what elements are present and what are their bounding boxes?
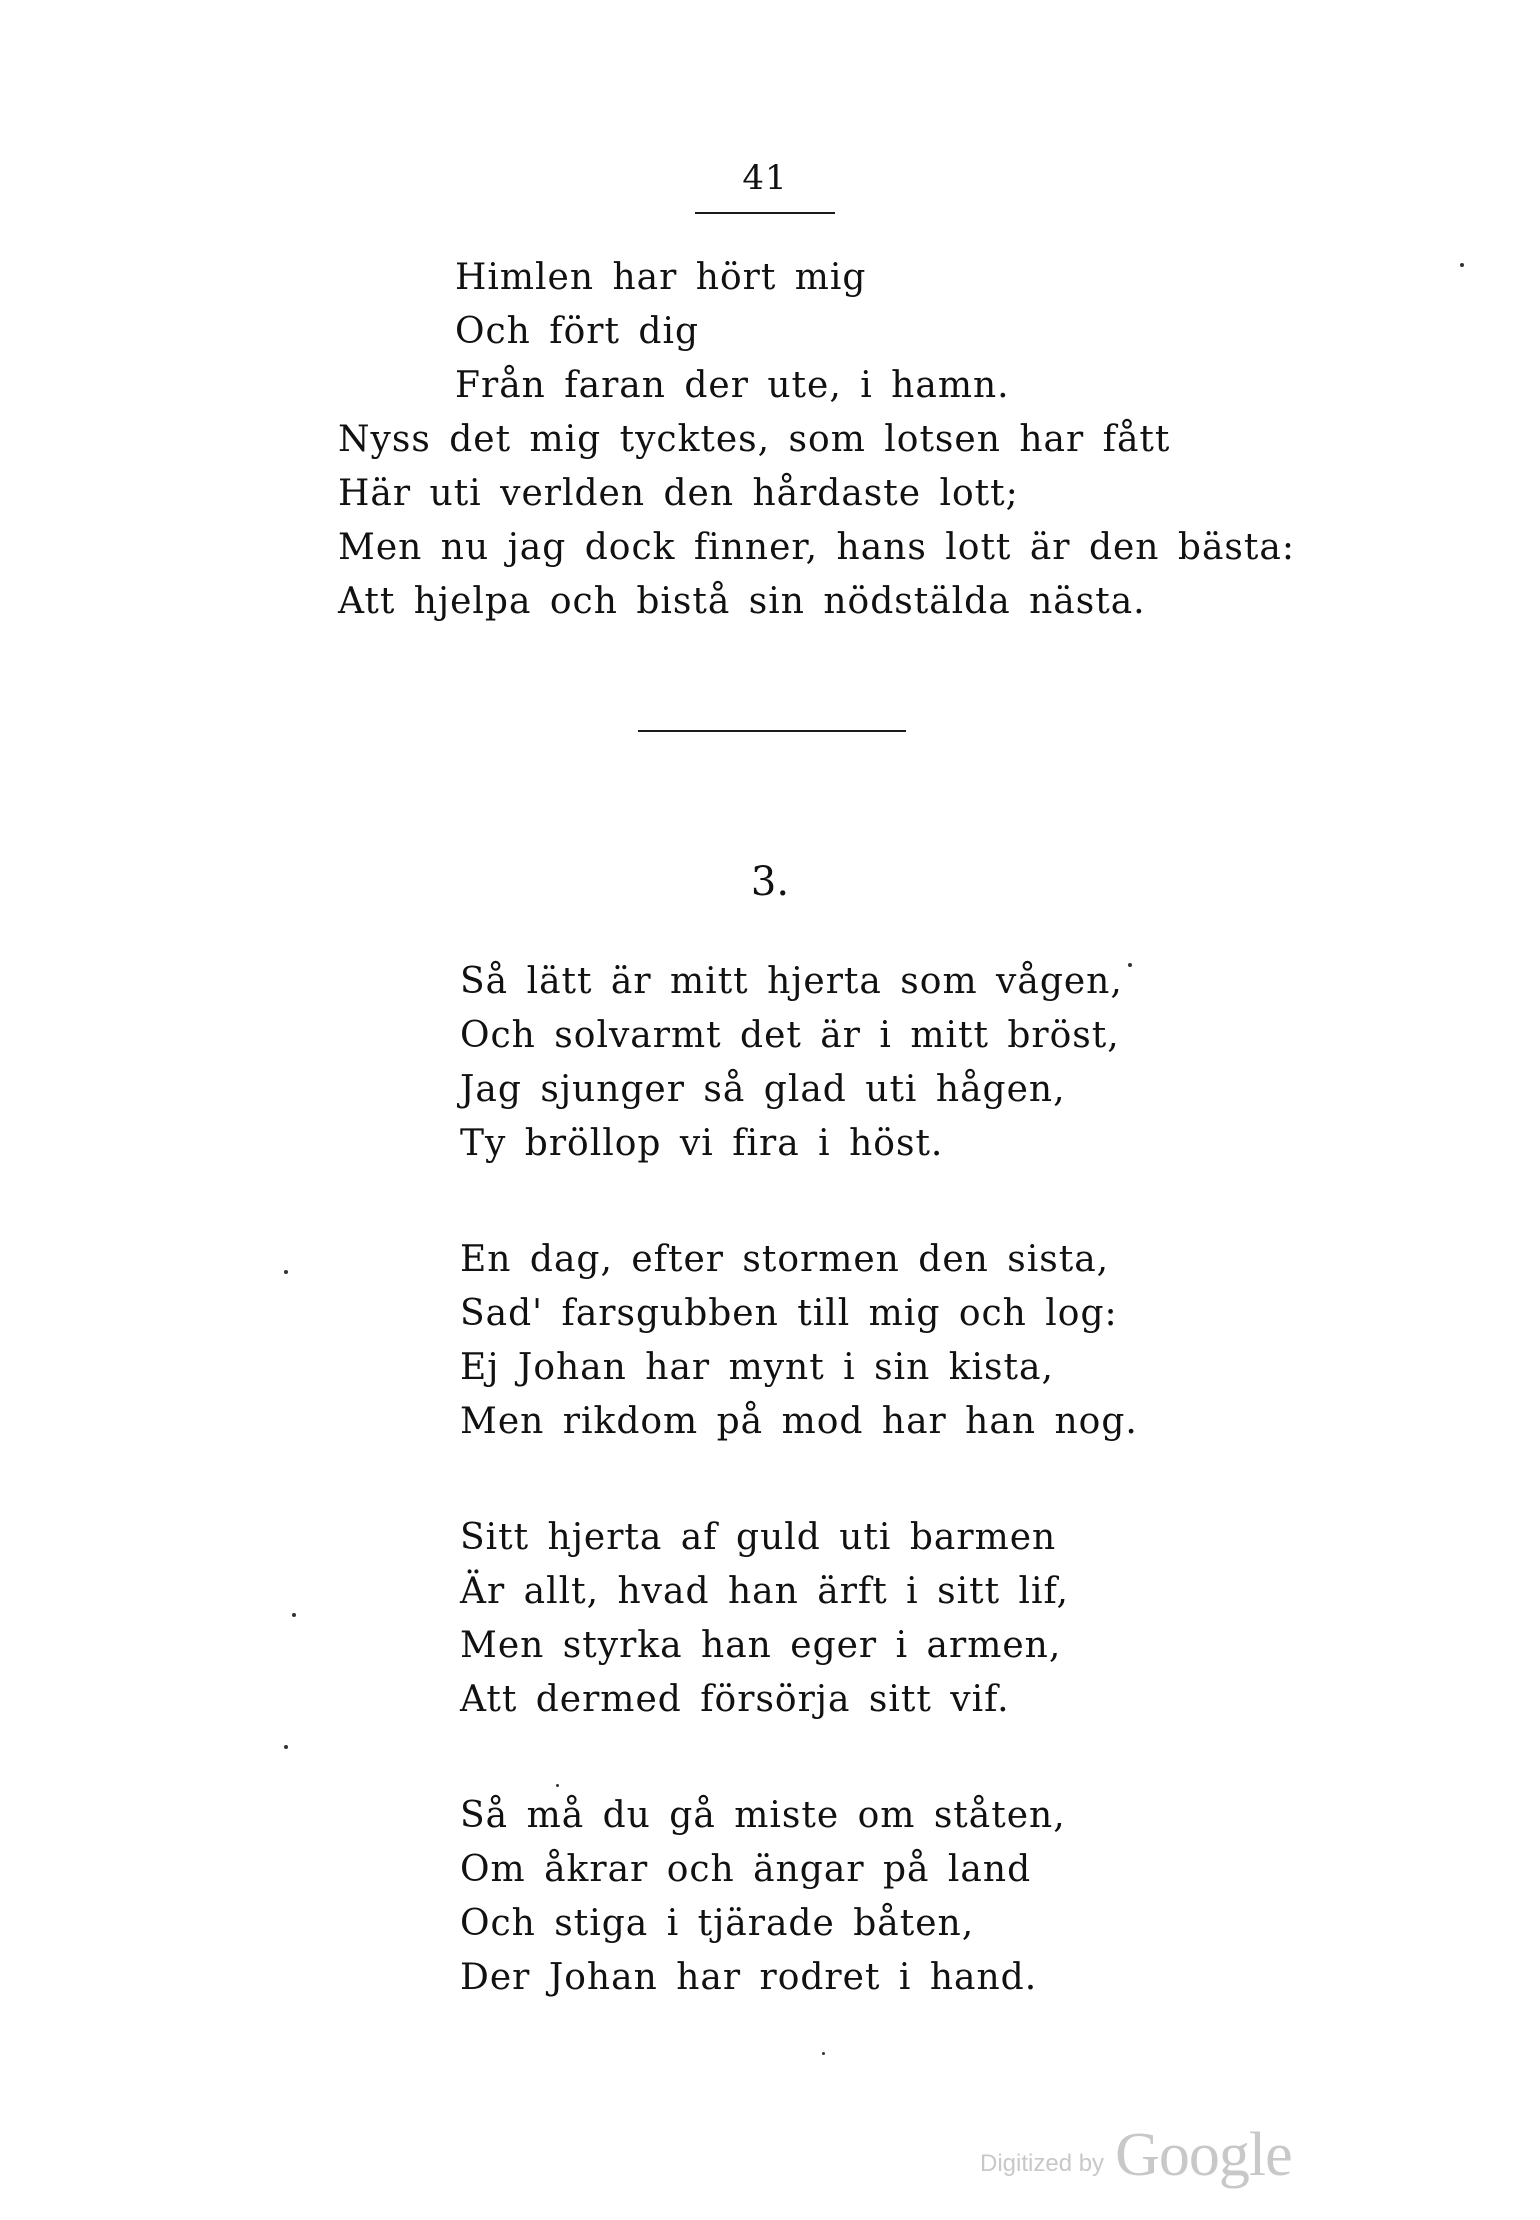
poem-line: En dag, efter stormen den sista, [460,1239,1110,1280]
scan-speck [556,1784,559,1787]
section-number: 3. [750,859,790,905]
poem-line: Att dermed försörja sitt vif. [460,1679,1010,1720]
poem-line: Att hjelpa och bistå sin nödstälda nästa. [338,581,1146,622]
google-logo: Google [1115,2121,1292,2189]
scan-speck [822,2052,825,2055]
poem-line: Sad' farsgubben till mig och log: [460,1293,1118,1334]
scan-speck [284,1270,288,1274]
poem-line: Från faran der ute, i hamn. [455,365,1010,406]
poem-line: Himlen har hört mig [455,257,867,298]
page-number: 41 [742,158,788,198]
poem-line: Och stiga i tjärade båten, [460,1903,975,1944]
poem-line: Så lätt är mitt hjerta som vågen, [460,961,1123,1002]
poem-line: Ej Johan har mynt i sin kista, [460,1347,1054,1388]
poem-line: Sitt hjerta af guld uti barmen [460,1517,1057,1558]
digitized-watermark [980,2120,1292,2191]
poem-line: Och fört dig [455,311,700,352]
scan-speck [1128,963,1132,967]
poem-line: Och solvarmt det är i mitt bröst, [460,1015,1120,1056]
poem-line: Om åkrar och ängar på land [460,1849,1032,1890]
poem-line: Men styrka han eger i armen, [460,1625,1062,1666]
scan-speck [1460,263,1464,267]
poem-line: Der Johan har rodret i hand. [460,1957,1038,1998]
poem-line: Men rikdom på mod har han nog. [460,1401,1138,1442]
poem-line: Men nu jag dock finner, hans lott är den bästa: [338,527,1295,568]
scan-speck [292,1613,296,1617]
scan-speck [284,1745,288,1749]
section-divider [638,730,906,732]
poem-line: Nyss det mig tycktes, som lotsen har fått [338,419,1171,460]
page-number-rule [695,212,835,214]
poem-line: Ty bröllop vi fira i höst. [460,1123,944,1164]
poem-line: Jag sjunger så glad uti hågen, [460,1069,1066,1110]
watermark-prefix: Digitized by [980,2150,1105,2177]
poem-line: Här uti verlden den hårdaste lott; [338,473,1019,514]
poem-line: Är allt, hvad han ärft i sitt lif, [460,1571,1069,1612]
poem-line: Så må du gå miste om ståten, [460,1795,1066,1836]
